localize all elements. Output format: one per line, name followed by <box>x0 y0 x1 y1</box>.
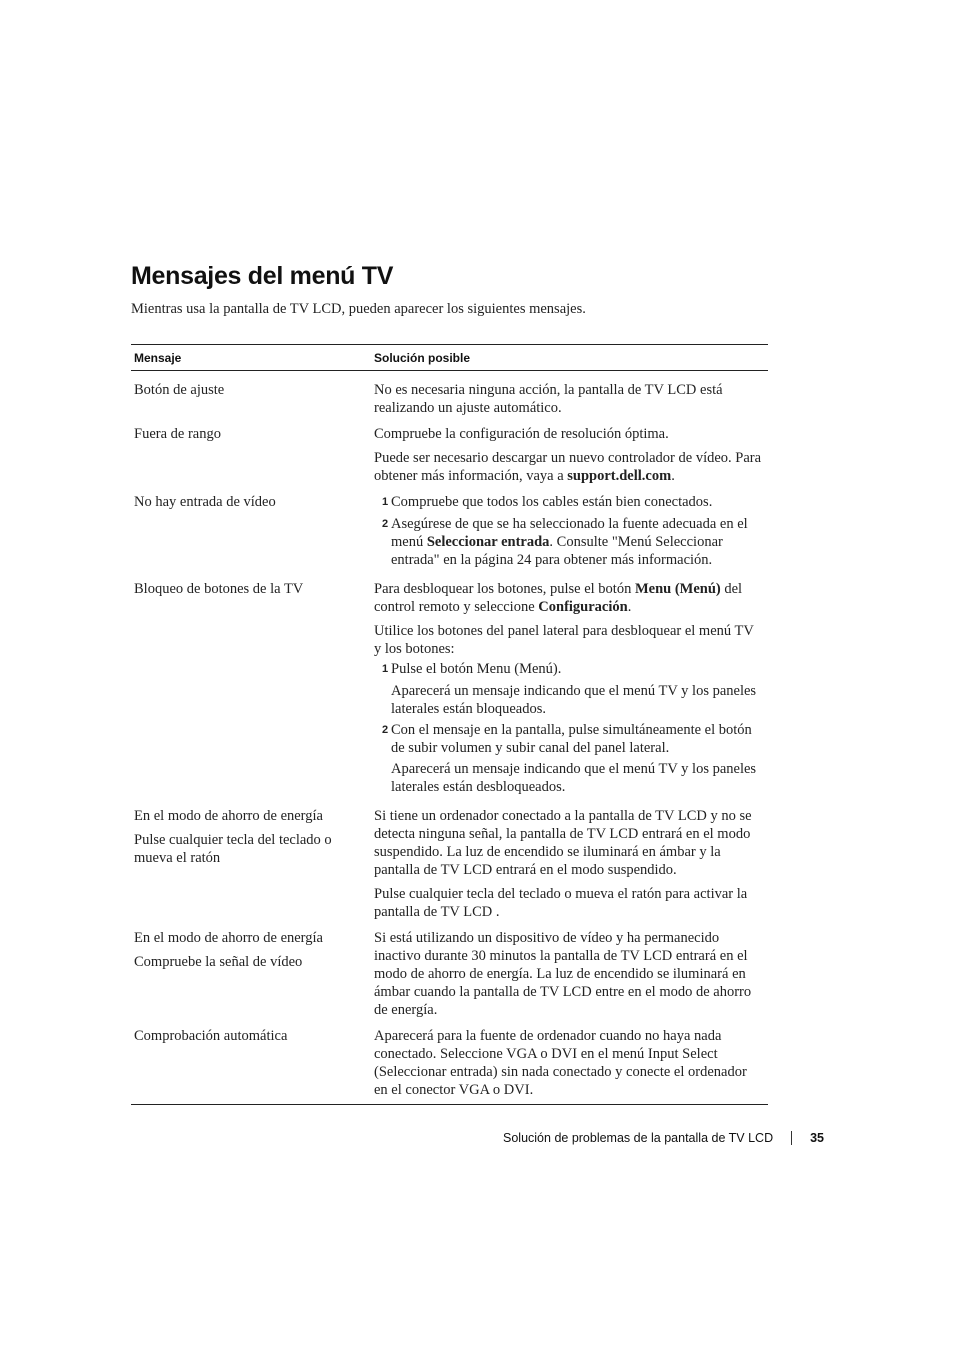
message-text: En el modo de ahorro de energía <box>134 808 323 824</box>
message-cell <box>131 425 374 485</box>
step-note: Aparecerá un mensaje indicando que el menú TV y los paneles laterales están desbloqueados. <box>391 761 757 795</box>
table-header <box>131 345 768 371</box>
table-row <box>131 929 768 1019</box>
message-text: Comprobación automática <box>134 1028 288 1044</box>
footer-divider <box>791 1131 792 1145</box>
solution-cell <box>374 1027 768 1099</box>
message-cell <box>131 807 374 921</box>
solution-cell <box>374 425 768 485</box>
step-item <box>374 493 764 512</box>
solution-text-segment: . <box>671 468 675 484</box>
message-cell <box>131 1027 374 1099</box>
step-number: 2 <box>382 518 389 530</box>
message-cell <box>131 929 374 1019</box>
message-cell <box>131 381 374 417</box>
message-text: Compruebe la señal de vídeo <box>134 954 303 970</box>
header-mensaje: Mensaje <box>134 350 182 365</box>
solution-text <box>374 449 764 485</box>
step-note: Aparecerá un mensaje indicando que el menú TV y los paneles laterales están bloqueados. <box>391 683 757 717</box>
step-item <box>374 660 764 679</box>
support-link-text: support.dell.com <box>567 468 672 484</box>
intro-text: Mientras usa la pantalla de TV LCD, pueden aparecer los siguientes mensajes. <box>131 301 586 317</box>
message-cell <box>131 493 374 572</box>
table-row <box>131 493 768 572</box>
solution-cell <box>374 580 768 799</box>
solution-text-segment: . <box>627 599 632 615</box>
solution-text: No es necesaria ninguna acción, la pantalla de TV LCD está realizando un ajuste automático. <box>374 382 723 416</box>
step-item <box>374 515 764 569</box>
step-text: Compruebe que todos los cables están bien conectados. <box>391 494 713 510</box>
solution-text-segment: del control remoto y seleccione <box>374 581 743 615</box>
message-cell <box>131 580 374 799</box>
page-footer <box>503 1131 824 1145</box>
solution-text-segment: Para desbloquear los botones, pulse el botón <box>374 581 635 597</box>
solution-cell <box>374 929 768 1019</box>
step-number: 1 <box>382 496 389 508</box>
solution-cell <box>374 493 768 572</box>
message-text: En el modo de ahorro de energía <box>134 930 323 946</box>
step-number: 1 <box>382 663 389 675</box>
solution-text: Si está utilizando un dispositivo de vídeo y ha permanecido inactivo durante 30 minutos la pantalla de TV LCD entrará en el modo de ahorro de energía. La luz de encendido se iluminará en ámbar cuando la pantalla de TV LCD entre en el modo de ahorro de energía. <box>374 930 752 1018</box>
button-name-text: Menu (Menú) <box>634 581 721 597</box>
solution-text <box>374 580 764 616</box>
page-title: Mensajes del menú TV <box>131 262 394 290</box>
table-row <box>131 807 768 921</box>
message-text: No hay entrada de vídeo <box>134 494 276 510</box>
header-solucion: Solución posible <box>374 350 471 365</box>
solution-cell <box>374 381 768 417</box>
page-number: 35 <box>810 1131 824 1145</box>
step-number: 2 <box>382 724 389 736</box>
solution-cell <box>374 807 768 921</box>
messages-table <box>131 344 768 1105</box>
solution-text-segment: Asegúrese de que se ha seleccionado la fuente adecuada en el menú <box>391 516 748 550</box>
solution-text: Si tiene un ordenador conectado a la pantalla de TV LCD y no se detecta ninguna señal, la pantalla de TV LCD entrará en el modo suspendido. La luz de encendido se iluminará en ámbar y la pantalla de TV LCD entrará en el modo suspendido. <box>374 808 752 878</box>
step-item <box>374 721 764 757</box>
solution-text-segment: . Consulte "Menú Seleccionar entrada" en la página 24 para obtener más información. <box>391 534 723 568</box>
table-row <box>131 381 768 417</box>
footer-section-title: Solución de problemas de la pantalla de TV LCD <box>503 1131 774 1145</box>
solution-text: Aparecerá para la fuente de ordenador cuando no haya nada conectado. Seleccione VGA o DVI en el menú Input Select (Seleccionar entrada) sin nada conectado y conecte el ordenador en el conector VGA o DVI. <box>374 1028 747 1098</box>
table-row <box>131 1027 768 1099</box>
step-text: Pulse el botón Menu (Menú). <box>391 661 562 677</box>
step-text: Con el mensaje en la pantalla, pulse simultáneamente el botón de subir volumen y subir canal del panel lateral. <box>391 722 752 756</box>
table-row <box>131 425 768 485</box>
message-text: Bloqueo de botones de la TV <box>134 581 304 597</box>
solution-text: Pulse cualquier tecla del teclado o mueva el ratón para activar la pantalla de TV LCD . <box>374 886 748 920</box>
message-text: Fuera de rango <box>134 426 221 442</box>
table-row <box>131 580 768 799</box>
solution-text: Compruebe la configuración de resolución óptima. <box>374 426 669 442</box>
solution-text: Utilice los botones del panel lateral para desbloquear el menú TV y los botones: <box>374 623 754 657</box>
menu-name-text: Seleccionar entrada <box>426 534 550 550</box>
message-text: Botón de ajuste <box>134 382 225 398</box>
menu-name-text: Configuración <box>538 599 628 615</box>
step-text <box>391 515 764 569</box>
message-text: Pulse cualquier tecla del teclado o mueva el ratón <box>134 832 332 866</box>
solution-text-segment: Puede ser necesario descargar un nuevo controlador de vídeo. Para obtener más información, vaya a <box>374 450 762 484</box>
